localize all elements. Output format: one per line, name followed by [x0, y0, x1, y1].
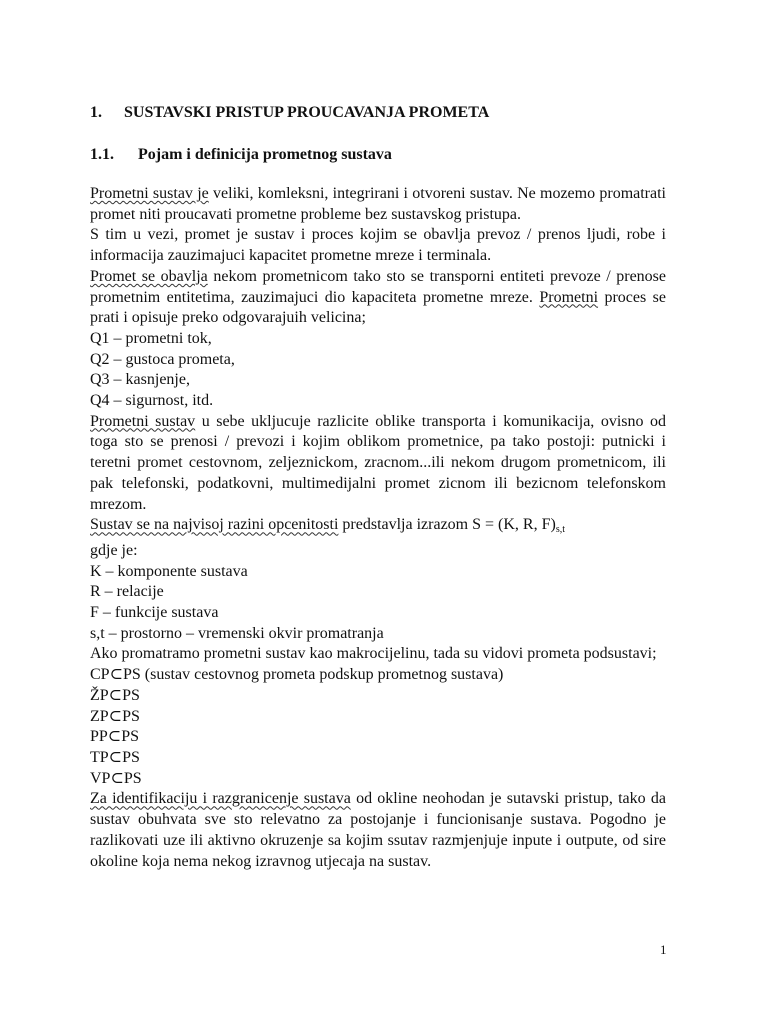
paragraph-text: u sebe ukljucuje razlicite oblike transporta i komunikacija, ovisno od toga sto se prenosi / prevozi i kojim oblikom prometnice, pa tako postoji: putnicki i teretni promet cestovnom, zeljeznickom, zracnom...ili nekom drugom prometnicom, ili pak telefonski, podatkovni, multimedijalni promet zicnom ili bezicnom telefonskom mrezom.	[90, 412, 666, 513]
subsection-title: Pojam i definicija prometnog sustava	[138, 146, 392, 163]
list-item: F – funkcije sustava	[90, 604, 219, 622]
paragraph-text: proces se prati i opisuje preko odgovarajuih velicina;	[90, 288, 666, 327]
list-item: Q1 – prometni tok,	[90, 329, 212, 347]
underlined-term: Prometni sustav je	[90, 185, 209, 202]
paragraph-3	[90, 267, 666, 329]
paragraph-text: nekom prometnicom tako sto se transporni entiteti prevoze / prenose prometnim entitetima, zauzimajuci dio kapaciteta prometne mreze.	[90, 267, 667, 306]
paragraph-6: Ako promatramo prometni sustav kao makrocijelinu, tada su vidovi prometa podsustavi;	[90, 645, 657, 663]
list-item: R – relacije	[90, 583, 164, 601]
paragraph-text: veliki, komleksni, integrirani i otvoreni sustav. Ne mozemo promatrati promet niti proucavati prometne probleme bez sustavskog pristupa.	[90, 185, 666, 223]
list-item: CP⊂PS (sustav cestovnog prometa podskup prometnog sustava)	[90, 666, 504, 684]
list-item: ŽP⊂PS	[90, 686, 140, 704]
list-item: Q2 – gustoca prometa,	[90, 350, 235, 368]
paragraph-text: predstavlja izrazom S = (K, R, F)	[338, 516, 556, 534]
list-item: ZP⊂PS	[90, 707, 140, 725]
section-heading	[90, 104, 489, 122]
list-item: TP⊂PS	[90, 748, 140, 766]
page-number: 1	[660, 942, 667, 957]
list-item: VP⊂PS	[90, 769, 142, 787]
formula-subscript: s,t	[555, 524, 565, 536]
subsection-number: 1.1.	[90, 146, 114, 163]
list-item: K – komponente sustava	[90, 562, 248, 580]
paragraph-text: od okline neohodan je sutavski pristup, tako da sustav obuhvata sve sto relevatno za postojanje i funcionisanje sustava. Pogodno je razlikovati uze ili aktivno okruzenje sa kojim ssutav razmjenjuje inpute i outpute, od sire okoline koja nema nekog izravnog utjecaja na sustav.	[90, 790, 666, 870]
section-number: 1.	[90, 104, 102, 121]
where-label: gdje je:	[90, 541, 138, 559]
underlined-term: Za identifikaciju i razgranicenje sustava	[90, 790, 351, 808]
subsection-heading	[90, 146, 392, 164]
list-item: Q4 – sigurnost, itd.	[90, 392, 214, 410]
underlined-term: Prometni	[539, 288, 599, 306]
underlined-term: Sustav se na najvisoj razini opcenitosti	[90, 516, 339, 534]
paragraph-7	[90, 789, 666, 872]
paragraph-1	[90, 184, 666, 225]
body-text	[90, 184, 666, 872]
paragraph-2: S tim u vezi, promet je sustav i proces kojim se obavlja prevoz / prenos ljudi, robe i informacija zauzimajuci kapacitet prometne mreze i terminala.	[90, 226, 666, 265]
list-item: Q3 – kasnjenje,	[90, 371, 190, 389]
underlined-term: Prometni sustav	[90, 412, 196, 430]
paragraph-4	[90, 412, 666, 516]
list-item: PP⊂PS	[90, 728, 139, 746]
section-title: SUSTAVSKI PRISTUP PROUCAVANJA PROMETA	[124, 104, 490, 121]
underlined-term: Promet se obavlja	[90, 267, 208, 285]
list-item: s,t – prostorno – vremenski okvir promatranja	[90, 624, 384, 642]
paragraph-5	[90, 515, 666, 541]
